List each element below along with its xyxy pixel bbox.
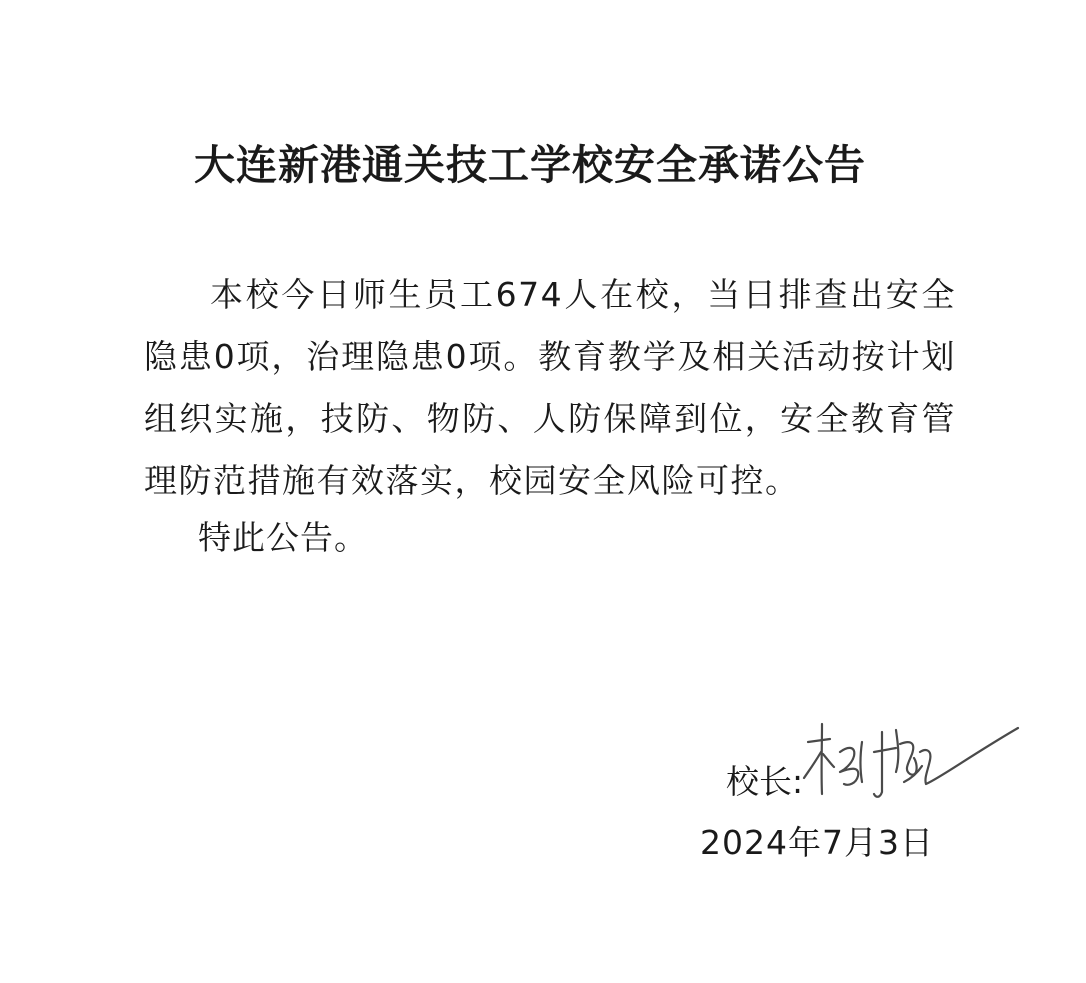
notice-date: 2024年7月3日: [700, 823, 934, 862]
principal-label: 校长:: [726, 762, 804, 801]
notice-title: 大连新港通关技工学校安全承诺公告: [194, 141, 866, 189]
closing-text: 特此公告。: [198, 518, 368, 557]
principal-signature: [800, 712, 1030, 812]
notice-body: 本校今日师生员工674人在校，当日排查出安全隐患0项，治理隐患0项。教育教学及相关活动按计划组织实施，技防、物防、人防保障到位，安全教育管理防范措施有效落实，校园安全风险可控。: [144, 275, 956, 500]
